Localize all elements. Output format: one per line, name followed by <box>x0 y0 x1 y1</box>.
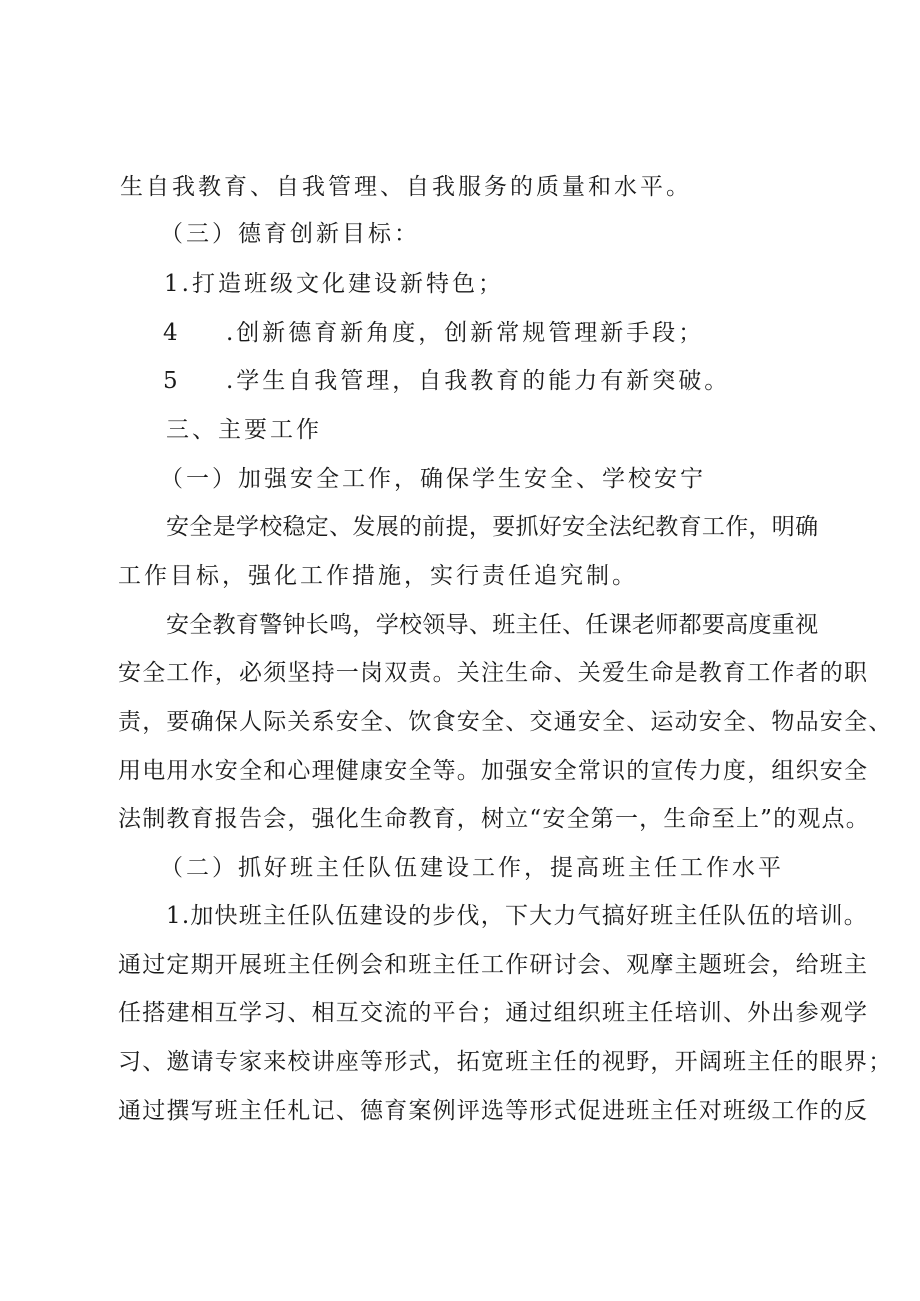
list-item: .学生自我管理，自我教育的能力有新突破。 <box>226 368 731 394</box>
chapter-heading: 三、主要工作 <box>166 417 322 443</box>
paragraph-line: 生自我教育、自我管理、自我服务的质量和水平。 <box>120 174 692 200</box>
paragraph-line: 通过定期开展班主任例会和班主任工作研讨会、观摩主题班会，给班主 <box>118 952 869 978</box>
paragraph-line: 工作目标，强化工作措施，实行责任追究制。 <box>118 563 638 589</box>
paragraph-line: 安全教育警钟长鸣，学校领导、班主任、任课老师都要高度重视 <box>166 612 819 638</box>
list-item-number: 5 <box>163 368 181 394</box>
paragraph-line: 法制教育报告会，强化生命教育，树立“安全第一，生命至上”的观点。 <box>118 806 870 832</box>
paragraph-line: 1.加快班主任队伍建设的步伐，下大力气搞好班主任队伍的培训。 <box>166 903 868 929</box>
section-heading: （三）德育创新目标： <box>160 221 420 247</box>
section-heading: （一）加强安全工作，确保学生安全、学校安宁 <box>160 466 706 492</box>
section-heading: （二）抓好班主任队伍建设工作，提高班主任工作水平 <box>160 855 784 881</box>
list-item: .创新德育新角度，创新常规管理新手段； <box>226 320 705 346</box>
paragraph-line: 安全是学校稳定、发展的前提，要抓好安全法纪教育工作，明确 <box>166 514 819 540</box>
paragraph-line: 责，要确保人际关系安全、饮食安全、交通安全、运动安全、物品安全、 <box>118 709 893 735</box>
paragraph-line: 通过撰写班主任札记、德育案例评选等形式促进班主任对班级工作的反 <box>118 1098 869 1124</box>
list-item: 1.打造班级文化建设新特色； <box>164 271 504 297</box>
paragraph-line: 用电用水安全和心理健康安全等。加强安全常识的宣传力度，组织安全 <box>118 758 869 784</box>
list-item-number: 4 <box>163 320 181 346</box>
paragraph-line: 习、邀请专家来校讲座等形式，拓宽班主任的视野，开阔班主任的眼界； <box>118 1049 893 1075</box>
paragraph-line: 任搭建相互学习、相互交流的平台；通过组织班主任培训、外出参观学 <box>118 1000 869 1026</box>
paragraph-line: 安全工作，必须坚持一岗双责。关注生命、关爱生命是教育工作者的职 <box>118 660 869 686</box>
